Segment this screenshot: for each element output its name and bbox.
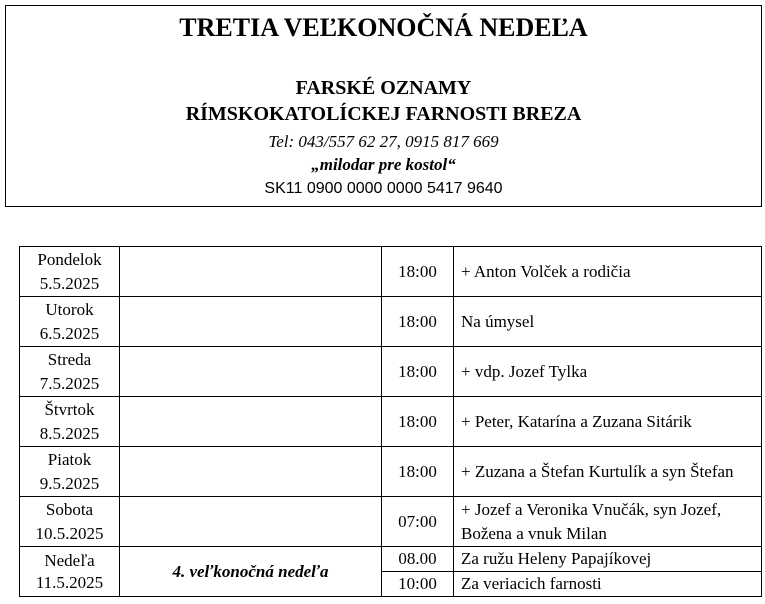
day-name: Štvrtok — [44, 399, 95, 419]
day-cell — [20, 297, 120, 347]
mass-intention: + Peter, Katarína a Zuzana Sitárik — [454, 397, 762, 447]
table-row — [20, 397, 762, 447]
mass-time: 18:00 — [382, 397, 454, 447]
subtitle-parish: RÍMSKOKATOLÍCKEJ FARNOSTI BREZA — [185, 103, 582, 125]
table-row — [20, 297, 762, 347]
mass-time: 07:00 — [382, 497, 454, 547]
day-name: Nedeľa — [44, 550, 95, 570]
feast-cell — [120, 247, 382, 297]
day-cell — [20, 347, 120, 397]
table-row — [20, 347, 762, 397]
table-row — [20, 497, 762, 547]
day-cell — [20, 397, 120, 447]
contact-phone: Tel: 043/557 62 27, 0915 817 669 — [268, 132, 499, 151]
mass-schedule-table — [19, 246, 762, 597]
subtitle-announcements: FARSKÉ OZNAMY — [295, 77, 472, 99]
donation-note: „milodar pre kostol“ — [311, 155, 456, 174]
day-date: 5.5.2025 — [39, 273, 100, 293]
mass-time: 18:00 — [382, 297, 454, 347]
day-date: 6.5.2025 — [39, 323, 100, 343]
day-name: Pondelok — [37, 249, 102, 269]
day-date: 10.5.2025 — [35, 523, 104, 543]
day-name: Piatok — [47, 449, 92, 469]
day-date: 11.5.2025 — [35, 572, 104, 592]
mass-time: 18:00 — [382, 347, 454, 397]
day-name: Sobota — [45, 499, 94, 519]
day-name: Streda — [47, 349, 92, 369]
feast-cell — [120, 347, 382, 397]
mass-intention: Na úmysel — [454, 297, 762, 347]
mass-time: 18:00 — [382, 247, 454, 297]
day-cell — [20, 247, 120, 297]
mass-intention: + Zuzana a Štefan Kurtulík a syn Štefan — [454, 447, 762, 497]
mass-intention: + vdp. Jozef Tylka — [454, 347, 762, 397]
day-cell — [20, 447, 120, 497]
feast-cell — [120, 297, 382, 347]
day-date: 9.5.2025 — [39, 473, 100, 493]
mass-intention: + Anton Volček a rodičia — [454, 247, 762, 297]
day-cell — [20, 497, 120, 547]
day-cell — [20, 547, 120, 597]
header-box — [5, 5, 762, 207]
day-date: 7.5.2025 — [39, 373, 100, 393]
table-row — [20, 447, 762, 497]
bank-account: SK11 0900 0000 0000 5417 9640 — [264, 180, 503, 197]
feast-name: 4. veľkonočná nedeľa — [120, 547, 382, 597]
mass-time: 10:00 — [382, 572, 454, 597]
mass-intention: + Jozef a Veronika Vnučák, syn Jozef, Božena a vnuk Milan — [454, 497, 762, 547]
table-row — [20, 247, 762, 297]
page-title: TRETIA VEĽKONOČNÁ NEDEĽA — [179, 13, 588, 42]
day-name: Utorok — [45, 299, 94, 319]
feast-cell — [120, 397, 382, 447]
mass-intention: Za ružu Heleny Papajíkovej — [454, 547, 762, 572]
day-date: 8.5.2025 — [39, 423, 100, 443]
mass-time: 18:00 — [382, 447, 454, 497]
table-row — [20, 547, 762, 572]
mass-time: 08.00 — [382, 547, 454, 572]
feast-cell — [120, 447, 382, 497]
feast-cell — [120, 497, 382, 547]
mass-intention: Za veriacich farnosti — [454, 572, 762, 597]
